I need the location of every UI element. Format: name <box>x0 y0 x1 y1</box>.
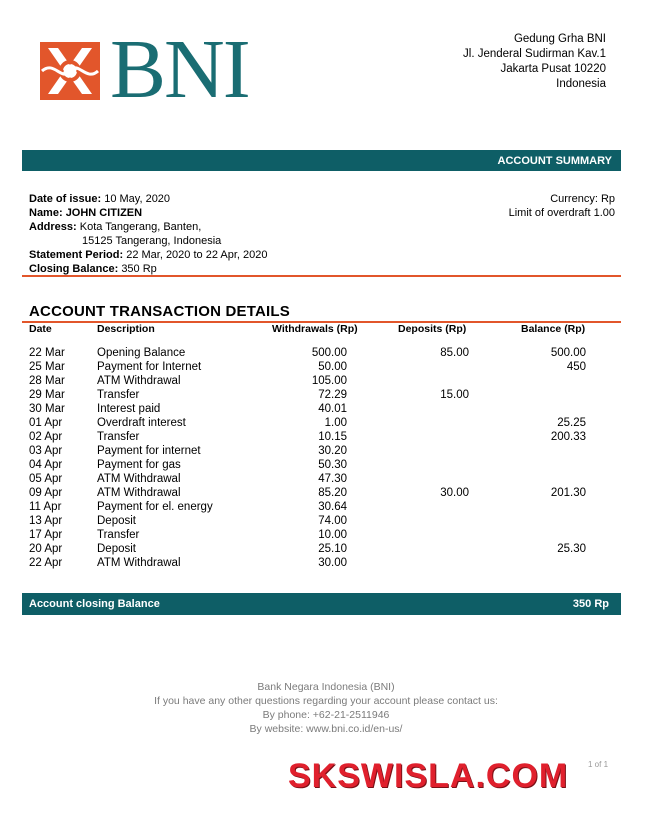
statement-info-right <box>509 192 615 220</box>
cell-date: 22 Apr <box>29 557 63 569</box>
table-row <box>29 402 621 416</box>
period-label: Statement Period: <box>29 249 124 261</box>
cell-withdrawal: 50.00 <box>318 361 347 373</box>
cell-date: 11 Apr <box>29 501 62 513</box>
name-value: JOHN CITIZEN <box>65 207 143 219</box>
cell-withdrawal: 47.30 <box>318 473 347 485</box>
cell-balance: 25.25 <box>557 417 586 429</box>
cell-balance: 450 <box>566 361 586 373</box>
cell-description: Payment for Internet <box>97 361 202 373</box>
page-number: 1 of 1 <box>588 760 609 769</box>
cell-description: Payment for gas <box>97 459 181 471</box>
footer-website: By website: www.bni.co.id/en-us/ <box>249 723 403 735</box>
period-value: 22 Mar, 2020 to 22 Apr, 2020 <box>126 249 268 261</box>
cell-description: ATM Withdrawal <box>97 557 181 569</box>
account-summary-title: ACCOUNT SUMMARY <box>497 155 612 167</box>
cell-description: Overdraft interest <box>97 417 186 429</box>
header-deposits: Deposits (Rp) <box>398 323 467 335</box>
cell-description: Transfer <box>97 431 140 443</box>
transactions-table <box>29 346 621 570</box>
cell-date: 25 Mar <box>29 361 65 373</box>
table-row <box>29 500 621 514</box>
cell-withdrawal: 10.00 <box>318 529 347 541</box>
bni-logo-mark-icon <box>40 42 100 100</box>
cell-date: 13 Apr <box>29 515 63 527</box>
cell-date: 30 Mar <box>29 403 65 415</box>
cell-withdrawal: 40.01 <box>318 403 347 415</box>
statement-info <box>29 192 267 276</box>
bank-address <box>463 32 606 92</box>
cell-description: Transfer <box>97 529 140 541</box>
table-row <box>29 374 621 388</box>
header-balance: Balance (Rp) <box>521 323 586 335</box>
cell-date: 17 Apr <box>29 529 63 541</box>
cell-date: 04 Apr <box>29 459 63 471</box>
cell-withdrawal: 72.29 <box>318 389 347 401</box>
cell-date: 01 Apr <box>29 417 63 429</box>
cell-date: 29 Mar <box>29 389 65 401</box>
cell-description: ATM Withdrawal <box>97 473 181 485</box>
cell-withdrawal: 30.64 <box>318 501 347 513</box>
header-date: Date <box>29 323 52 335</box>
closing-label: Closing Balance: <box>29 263 119 275</box>
table-row <box>29 444 621 458</box>
watermark: SKSWISLA.COM <box>288 757 569 795</box>
cell-withdrawal: 30.20 <box>318 445 347 457</box>
table-row <box>29 360 621 374</box>
cell-description: Deposit <box>97 543 136 555</box>
cell-date: 22 Mar <box>29 347 65 359</box>
cell-withdrawal: 74.00 <box>318 515 347 527</box>
date-label: Date of issue: <box>29 193 102 205</box>
cell-balance: 25.30 <box>557 543 586 555</box>
cell-description: ATM Withdrawal <box>97 375 181 387</box>
cell-withdrawal: 105.00 <box>311 375 347 387</box>
bank-address-line: Jl. Jenderal Sudirman Kav.1 <box>463 48 606 60</box>
overdraft-limit: Limit of overdraft 1.00 <box>508 207 615 219</box>
cell-date: 20 Apr <box>29 543 63 555</box>
table-row <box>29 486 621 500</box>
table-row <box>29 472 621 486</box>
table-row <box>29 542 621 556</box>
address-line1: Kota Tangerang, Banten, <box>79 221 202 233</box>
cell-deposit: 30.00 <box>440 487 469 499</box>
cell-description: Payment for internet <box>97 445 201 457</box>
table-row <box>29 346 621 360</box>
cell-description: ATM Withdrawal <box>97 487 181 499</box>
table-row <box>29 458 621 472</box>
cell-withdrawal: 10.15 <box>318 431 347 443</box>
cell-balance: 500.00 <box>550 347 586 359</box>
bank-address-line: Gedung Grha BNI <box>513 33 606 45</box>
cell-description: Opening Balance <box>97 347 186 359</box>
cell-withdrawal: 1.00 <box>324 417 347 429</box>
cell-deposit: 85.00 <box>440 347 469 359</box>
footer <box>0 680 652 736</box>
header-description: Description <box>97 323 155 335</box>
address-label: Address: <box>29 221 77 233</box>
cell-date: 05 Apr <box>29 473 63 485</box>
header-withdrawals: Withdrawals (Rp) <box>272 323 358 335</box>
bni-logo-text: BNI <box>110 23 249 116</box>
closing-balance-value: 350 Rp <box>572 598 609 610</box>
bank-address-line: Indonesia <box>556 78 606 90</box>
cell-date: 28 Mar <box>29 375 65 387</box>
cell-balance: 201.30 <box>550 487 586 499</box>
address-line2: 15125 Tangerang, Indonesia <box>82 235 222 247</box>
currency: Currency: Rp <box>550 193 615 205</box>
cell-description: Interest paid <box>97 403 161 415</box>
account-summary-bar <box>22 150 621 171</box>
closing-balance-label: Account closing Balance <box>29 598 160 610</box>
closing-value: 350 Rp <box>121 263 157 275</box>
cell-deposit: 15.00 <box>440 389 469 401</box>
footer-contact-text: If you have any other questions regarding your account please contact us: <box>154 695 498 707</box>
name-label: Name: <box>29 207 63 219</box>
table-row <box>29 556 621 570</box>
footer-phone: By phone: +62-21-2511946 <box>262 709 390 721</box>
bank-address-line: Jakarta Pusat 10220 <box>500 63 606 75</box>
table-row <box>29 528 621 542</box>
cell-description: Transfer <box>97 389 140 401</box>
cell-balance: 200.33 <box>550 431 586 443</box>
closing-balance-bar <box>22 593 621 615</box>
cell-withdrawal: 50.30 <box>318 459 347 471</box>
table-row <box>29 514 621 528</box>
cell-date: 02 Apr <box>29 431 63 443</box>
cell-date: 09 Apr <box>29 487 63 499</box>
cell-withdrawal: 30.00 <box>318 557 347 569</box>
cell-date: 03 Apr <box>29 445 63 457</box>
cell-withdrawal: 85.20 <box>318 487 347 499</box>
cell-description: Payment for el. energy <box>97 501 213 513</box>
divider <box>22 275 621 277</box>
cell-description: Deposit <box>97 515 136 527</box>
table-row <box>29 388 621 402</box>
cell-withdrawal: 500.00 <box>311 347 347 359</box>
table-row <box>29 416 621 430</box>
transactions-title: ACCOUNT TRANSACTION DETAILS <box>29 303 290 320</box>
date-value: 10 May, 2020 <box>104 193 171 205</box>
footer-bank-name: Bank Negara Indonesia (BNI) <box>257 681 395 693</box>
table-row <box>29 430 621 444</box>
cell-withdrawal: 25.10 <box>318 543 347 555</box>
